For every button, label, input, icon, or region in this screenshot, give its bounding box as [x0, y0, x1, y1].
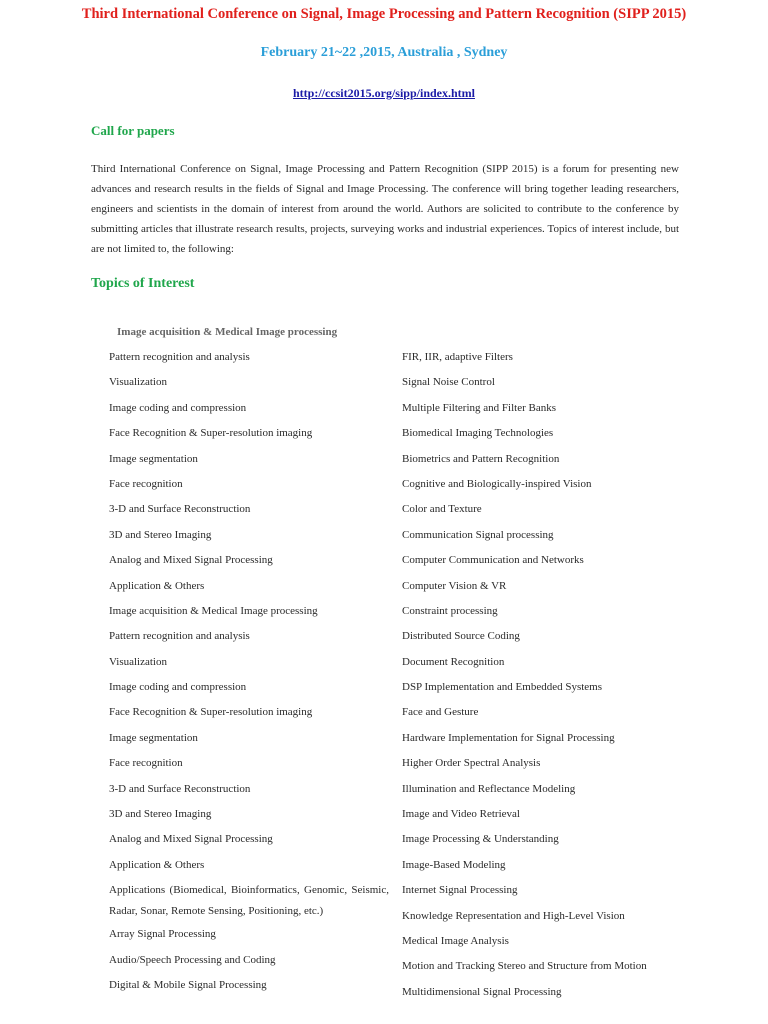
topic-item: Color and Texture	[402, 503, 482, 516]
topic-item: 3-D and Surface Reconstruction	[109, 782, 251, 795]
topic-item: Image acquisition & Medical Image processing	[109, 604, 318, 617]
topic-item: Face recognition	[109, 757, 183, 770]
topic-item: Visualization	[109, 655, 167, 668]
conference-url-link[interactable]: http://ccsit2015.org/sipp/index.html	[292, 86, 475, 100]
topic-item: Biometrics and Pattern Recognition	[402, 452, 560, 465]
topic-item: Internet Signal Processing	[402, 884, 518, 897]
topic-item: Image Processing & Understanding	[402, 833, 559, 846]
topic-item: Illumination and Reflectance Modeling	[402, 782, 576, 795]
topics-subheading: Image acquisition & Medical Image processing	[117, 326, 338, 338]
topic-item: Medical Image Analysis	[402, 934, 509, 947]
conference-date-location: February 21~22 ,2015, Australia , Sydney	[260, 45, 508, 60]
topic-item: Array Signal Processing	[109, 928, 216, 941]
topic-item: Communication Signal processing	[402, 528, 554, 541]
topic-item: Constraint processing	[402, 604, 498, 617]
topic-item: FIR, IIR, adaptive Filters	[402, 351, 513, 363]
topic-item: Face recognition	[109, 477, 183, 490]
topic-item: Image segmentation	[109, 731, 198, 744]
conference-title: Third International Conference on Signal, Image Processing and Pattern Recognition (SIPP 2015)	[81, 6, 687, 22]
topic-item: Digital & Mobile Signal Processing	[109, 978, 267, 991]
topic-item: Applications (Biomedical, Bioinformatics, Genomic, Seismic, Radar, Sonar, Remote Sensing, Positioning, etc.)	[109, 884, 389, 918]
call-for-papers-body: Third International Conference on Signal, Image Processing and Pattern Recognition (SIPP 2015) is a forum for presenting new advances and research results in the fields of Signal and Image Processing. The conference will bring together leading researchers, engineers and scientists in the domain of interest from around the world. Authors are solicited to contribute to the conference by submitting articles that illustrate research results, projects, surveying works and industrial experiences. Topics of interest include, but are not limited to, the following:	[91, 163, 679, 255]
topics-left-column	[109, 350, 389, 1003]
topic-item: Cognitive and Biologically-inspired Vision	[402, 477, 592, 490]
topic-item: 3D and Stereo Imaging	[109, 808, 212, 821]
conference-url	[0, 86, 768, 101]
topic-item: Pattern recognition and analysis	[109, 630, 250, 643]
topic-item: Face Recognition & Super-resolution imaging	[109, 427, 313, 440]
topic-item: Document Recognition	[402, 655, 505, 668]
call-for-papers-heading: Call for papers	[91, 123, 175, 138]
topic-item: DSP Implementation and Embedded Systems	[402, 681, 603, 694]
topic-item: Image-Based Modeling	[402, 858, 506, 871]
topic-item: Pattern recognition and analysis	[109, 351, 250, 363]
topic-item: Face Recognition & Super-resolution imaging	[109, 706, 313, 719]
topic-item: Motion and Tracking Stereo and Structure from Motion	[402, 960, 647, 973]
topic-item: Image and Video Retrieval	[402, 808, 520, 821]
topic-item: Visualization	[109, 376, 167, 389]
topic-item: Multiple Filtering and Filter Banks	[402, 401, 556, 414]
topic-item: Signal Noise Control	[402, 376, 495, 389]
topic-item: Computer Vision & VR	[402, 579, 507, 592]
topic-item: Knowledge Representation and High-Level Vision	[402, 909, 625, 922]
topic-item: Image coding and compression	[109, 401, 247, 414]
topic-item: Multidimensional Signal Processing	[402, 985, 562, 998]
topic-item: Audio/Speech Processing and Coding	[109, 953, 276, 966]
topic-item: Hardware Implementation for Signal Processing	[402, 731, 615, 744]
topic-item: Application & Others	[109, 858, 205, 871]
topic-item: 3D and Stereo Imaging	[109, 528, 212, 541]
topic-item: Image coding and compression	[109, 681, 247, 694]
topic-item: Analog and Mixed Signal Processing	[109, 554, 273, 567]
topic-item: Distributed Source Coding	[402, 630, 520, 643]
topic-item: Biomedical Imaging Technologies	[402, 427, 554, 440]
topic-item: Face and Gesture	[402, 706, 479, 719]
topic-item: Image segmentation	[109, 452, 198, 465]
topics-heading: Topics of Interest	[91, 276, 195, 291]
topic-item: Application & Others	[109, 579, 205, 592]
topic-item: Analog and Mixed Signal Processing	[109, 833, 273, 846]
topic-item: Higher Order Spectral Analysis	[402, 757, 541, 770]
topics-right-column	[402, 350, 692, 1010]
topic-item: Computer Communication and Networks	[402, 554, 584, 567]
topic-item: 3-D and Surface Reconstruction	[109, 503, 251, 516]
